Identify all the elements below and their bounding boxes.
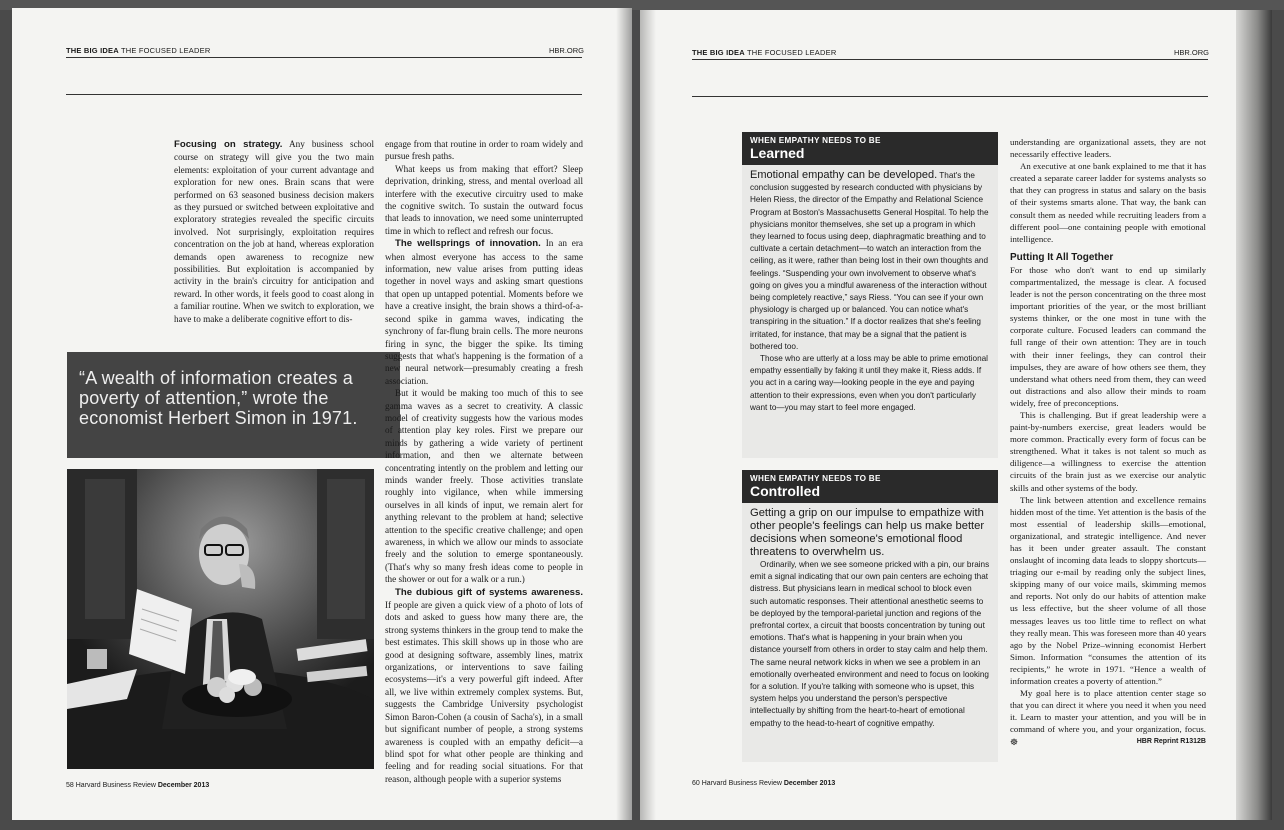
systems-awareness-heading: The dubious gift of systems awareness. [395, 586, 583, 598]
right-col3-paragraph-5: The link between attention and excellence remains hidden most of the time. Yet attention is the basis of the most essential of leadership skills—emotional, organizational, and strategic intelligence. And never has it been under greater assault. The constant onslaught of incoming data leads to sloppy shortcuts—triaging our e-mail by reading only the subject lines, skipping many of our voice mails, skimming memos and reports. Not only do our habits of attention make us less effective, but the sheer volume of all those messages leaves us too little time to reflect on what they really mean. This was foreseen more than 40 years ago by the Nobel Prize–winning economist Herbert Simon. Information “consumes the attention of its recipients,” he wrote in 1971. “Hence a wealth of information creates a poverty of attention.” [1010, 494, 1206, 687]
left-footer [66, 782, 209, 789]
left-col2-paragraph-1: engage from that routine in order to roam widely and pursue fresh paths. [385, 139, 583, 162]
reprint-number: HBR Reprint R1312B [1136, 737, 1206, 745]
focusing-on-strategy-heading: Focusing on strategy. [174, 139, 283, 150]
right-top-rule [692, 96, 1208, 97]
left-header-section: THE BIG IDEA [66, 46, 119, 55]
right-footer [692, 780, 835, 787]
right-gutter-shadow [640, 10, 656, 820]
right-running-header [692, 48, 836, 57]
left-footer-page: 58 [66, 782, 74, 789]
right-footer-page: 60 [692, 780, 700, 787]
left-col2-paragraph-3 [385, 237, 583, 387]
left-col2-paragraph-4: But it would be making too much of this to see gamma waves as a secret to creativity. A classic model of creativity suggests how the various modes of attention play key roles. First we prepare our minds by gathering a wide variety of pertinent information, and then we alternate between concentrating intently on the problem and letting our minds wander freely. Those activities translate roughly into vigilance, when while immersing ourselves in all kinds of input, we remain alert for anything relevant to the problem at hand; selective attention to the specific creative challenge; and open awareness, in which we allow our minds to associate freely and the solution to emerge spontaneously. (That's why so many fresh ideas come to people in the shower or out for a walk or a run.) [385, 388, 583, 585]
empathy-learned-header [742, 132, 998, 165]
left-footer-pub: Harvard Business Review [75, 782, 156, 789]
empathy-learned-kicker: WHEN EMPATHY NEEDS TO BE [750, 136, 881, 145]
left-gutter-shadow [616, 8, 632, 820]
end-mark-icon: ☸ [1010, 736, 1018, 747]
right-col3-paragraph-1: understanding are organizational assets, they are not necessarily effective leaders. [1010, 137, 1206, 160]
left-page [12, 8, 632, 820]
right-col3-paragraph-3: For those who don't want to end up similarly compartmentalized, the message is clear. A focused leader is not the person concentrating on the three most important priorities of the year, or the most brilliant systems thinker, or the one most in tune with the corporate culture. Focused leaders can command the full range of their own attention: They are in touch with their inner feelings, they can control their impulses, they are aware of how others see them, they understand what others need from them, they can weed out distractions and also allow their minds to roam widely, free of preconceptions. [1010, 264, 1206, 408]
right-column-3 [1010, 136, 1206, 748]
right-col3-paragraph-6-text: My goal here is to place attention center stage so that you can direct it where you need it when you need it. Learn to master your attention, and you will be in command of where you, and your organization, focus. [1010, 688, 1206, 735]
executive-photo [67, 469, 374, 769]
empathy-learned-body [742, 165, 998, 414]
empathy-controlled-kicker: WHEN EMPATHY NEEDS TO BE [750, 474, 881, 483]
left-col1-text: Any business school course on strategy will give you the two main elements: exploitation of your current advantage and exploration for new ones. Brain scans that were performed on 63 seasoned business decision makers as they pursued or switched between exploitative and exploratory strategies revealed the specific circuits involved. Not surprisingly, exploitation requires concentration on the job at hand, whereas exploration demands open awareness to recognize new possibilities. But exploitation is accompanied by activity in the brain's circuitry for anticipation and reward. In other words, it feels good to coast along in a familiar routine. When we switch to exploration, we have to make a deliberate cognitive effort to dis- [174, 139, 375, 324]
left-col2-paragraph-3-text: In an era when almost everyone has access to the same information, new value arises from putting ideas together in novel ways and asking smart questions that open up untapped potential. Moments before we have a creative insight, the brain shows a third-of-a-second spike in gamma waves, indicating the synchrony of far-flung brain cells. The more neurons firing in sync, the bigger the spike. Its timing suggests that what's happening is the formation of a new neural network—presumably creating a fresh association. [385, 238, 584, 386]
left-col2-paragraph-5 [385, 586, 583, 786]
left-col2-paragraph-2: What keeps us from making that effort? Sleep deprivation, drinking, stress, and mental overload all interfere with the executive circuitry used to make the cognitive switch. To sustain the outward focus that leads to innovation, we need some uninterrupted time in which to reflect and refresh our focus. [385, 163, 583, 236]
right-header-title: THE FOCUSED LEADER [746, 48, 837, 57]
right-page [640, 10, 1272, 820]
putting-it-all-together-heading: Putting It All Together [1010, 251, 1114, 263]
right-header-site: HBR.ORG [1174, 48, 1210, 57]
left-header-title: THE FOCUSED LEADER [120, 46, 211, 55]
left-header-rule [66, 57, 582, 58]
left-column-2 [385, 138, 583, 785]
right-page-edge [1236, 10, 1272, 820]
executive-photo-image [67, 469, 374, 769]
empathy-learned-paragraph-2: Those who are utterly at a loss may be able to prime emotional empathy essentially by faking it until they make it, Riess adds. If you act in a caring way—looking people in the eye and paying attention to their expressions, even when you don't particularly want to—you may start to feel more engaged. [750, 354, 988, 412]
left-footer-date: December 2013 [157, 782, 210, 789]
empathy-learned-title: Learned [750, 145, 805, 161]
pull-quote [67, 352, 400, 458]
left-running-header [66, 46, 210, 55]
right-footer-pub: Harvard Business Review [701, 780, 782, 787]
right-col3-paragraph-2: An executive at one bank explained to me that it has created a separate career ladder for systems analysts so that they can progress in status and salary on the basis of their systems smarts alone. That way, the bank can consult them as needed while recruiting leaders from a different pool—one containing people with emotional intelligence. [1010, 161, 1206, 244]
pull-quote-text: “A wealth of information creates a poverty of attention,” wrote the economist Herbert Simon in 1971. [79, 368, 358, 428]
left-column-1 [174, 138, 374, 325]
left-header-site: HBR.ORG [549, 46, 585, 55]
right-header-section: THE BIG IDEA [692, 48, 745, 57]
empathy-controlled-box [742, 470, 998, 762]
empathy-learned-paragraph-1-text: That's the conclusion suggested by research conducted with physicians by Helen Riess, the director of the Empathy and Relational Science Program at Boston's Massachusetts General Hospital. To help the physicians monitor themselves, she set up a program in which they learned to focus using deep, diaphragmatic breathing and to cultivate a certain detachment—to watch an interaction from the ceiling, as it were, rather than being lost in their own thoughts and feelings. “Suspending your own involvement to observe what's going on gives you a mindful awareness of the interaction without being completely reactive,” says Riess. “You can see if your own physiology is charged up or balanced. You can notice what's transpiring in the situation.” If a doctor realizes that she's feeling irritated, for instance, that may be a signal that the patient is bothered too. [750, 171, 989, 351]
left-top-rule [66, 94, 582, 95]
empathy-controlled-dek: Getting a grip on our impulse to empathize with other people's feelings can help us make better decisions when someone's emotional flood threatens to overwhelm us. [750, 507, 985, 558]
empathy-controlled-title: Controlled [750, 483, 820, 499]
left-col2-paragraph-5-text: If people are given a quick view of a photo of lots of dots and asked to guess how many there are, the strong systems thinkers in the group tend to make the best estimates. This skill shows up in those who are good at designing software, assembly lines, matrix organizations, or interventions to save failing ecosystems—it's a very powerful gift indeed. After all, we live within extremely complex systems. But, suggests the Cambridge University psychologist Simon Baron-Cohen (a cousin of Sacha's), in a small but significant number of people, a strong systems awareness is coupled with an empathy deficit—a blind spot for what other people are thinking and feeling and for reading social situations. For that reason, although people with a superior systems [385, 600, 583, 784]
empathy-learned-dek: Emotional empathy can be developed. [750, 169, 938, 181]
right-col3-paragraph-6 [1010, 687, 1206, 747]
empathy-learned-paragraph-1 [750, 169, 990, 353]
empathy-learned-box [742, 132, 998, 458]
right-header-rule [692, 59, 1208, 60]
empathy-controlled-body [742, 503, 998, 730]
left-col1-paragraph [174, 138, 374, 325]
wellsprings-heading: The wellsprings of innovation. [395, 238, 541, 250]
right-col3-paragraph-4: This is challenging. But if great leadership were a paint-by-numbers exercise, great leaders would be more common. Practically every form of focus can be strengthened. What it takes is not talent so much as diligence—a willingness to exercise the attention circuits of the brain just as we exercise our analytic skills and other systems of the body. [1010, 409, 1206, 493]
empathy-controlled-header [742, 470, 998, 503]
right-footer-date: December 2013 [783, 780, 836, 787]
empathy-controlled-paragraph-1: Ordinarily, when we see someone pricked with a pin, our brains emit a signal indicating that our own pain centers are echoing that distress. But physicians learn in medical school to block even such automatic responses. Their attentional anesthetic seems to be deployed by the temporal-parietal junction and regions of the prefrontal cortex, a circuit that boosts concentration by tuning out emotions. That's what is happening in your brain when you distance yourself from others in order to stay calm and help them. The same neural network kicks in when we see a problem in an emotionally overheated environment and need to focus on looking for a solution. If you're talking with someone who is upset, this system helps you understand the person's perspective intellectually by shifting from the heart-to-heart of emotional empathy to the head-to-heart of cognitive empathy. [750, 560, 990, 728]
